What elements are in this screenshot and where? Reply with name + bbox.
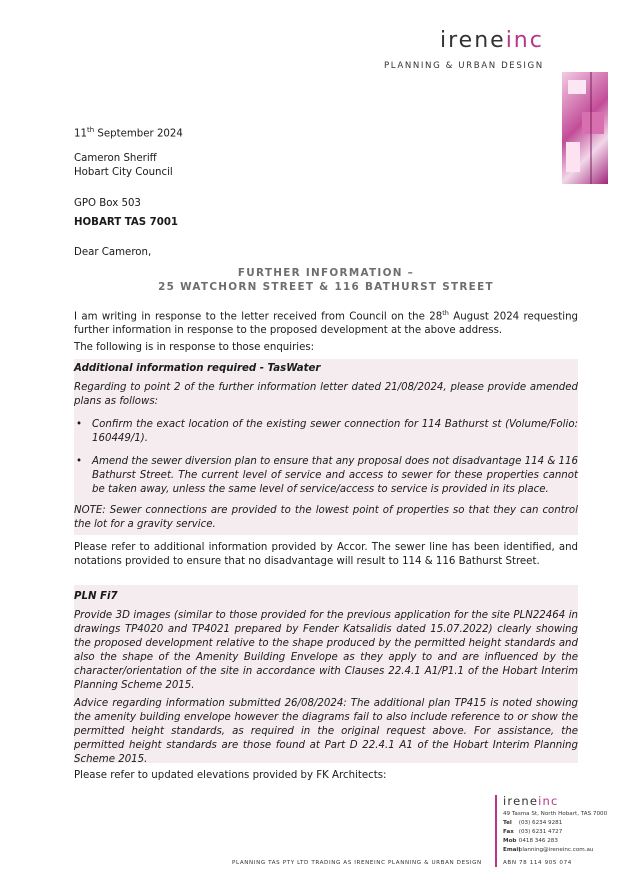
footer-fax: Fax (03) 6231 4727: [503, 829, 563, 835]
company-tagline: PLANNING & URBAN DESIGN: [384, 61, 544, 71]
footer-address: 49 Tasma St, North Hobart, TAS 7000: [503, 811, 608, 817]
taswater-request: Regarding to point 2 of the further information letter dated 21/08/2024, please provide amended plans as follows:: [74, 382, 578, 407]
footer-email[interactable]: Email planning@ireneinc.com.au: [503, 847, 594, 853]
letter-heading: FURTHER INFORMATION – 25 WATCHORN STREET & 116 BATHURST STREET: [158, 267, 494, 293]
salutation: Dear Cameron,: [74, 247, 152, 258]
bullet-item: • Confirm the exact location of the existing sewer connection for 114 Bathurst st (Volume/Folio: 160449/1).: [76, 419, 578, 444]
footer-divider: [495, 795, 497, 867]
company-logo: [440, 28, 544, 53]
intro-paragraph: I am writing in response to the letter received from Council on the 28th August 2024 requesting further information in response to the proposed development at the above address.: [74, 309, 578, 337]
recipient-address: [74, 152, 173, 179]
following-text: The following is in response to those enquiries:: [74, 342, 315, 353]
recipient-po-box: GPO Box 503: [74, 198, 141, 209]
taswater-section-title: Additional information required - TasWater: [74, 363, 321, 374]
pln-section-title: PLN Fi7: [74, 591, 118, 602]
taswater-response: Please refer to additional information provided by Accor. The sewer line has been identified, and notations provided to ensure that no disadvantage will result to 114 & 116 Bathurst Street.: [74, 542, 578, 567]
footer-company-name: PLANNING TAS PTY LTD TRADING AS IRENEINC PLANNING & URBAN DESIGN: [232, 860, 482, 866]
recipient-city: HOBART TAS 7001: [74, 217, 178, 228]
recipient-line: Cameron Sheriff: [74, 153, 157, 164]
footer-tel: Tel (03) 6234 9281: [503, 820, 563, 826]
taswater-note: NOTE: Sewer connections are provided to the lowest point of properties so that they can control the lot for a gravity service.: [74, 505, 578, 530]
letter-date: 11th September 2024: [74, 126, 183, 140]
letterhead-image: [562, 72, 608, 184]
logo-accent: inc: [505, 28, 544, 53]
footer-abn: ABN 78 114 905 074: [503, 860, 572, 866]
bullet-item: • Amend the sewer diversion plan to ensure that any proposal does not disadvantage 114 & 116 Bathurst Street. The current level of service and access to sewer for these properties cannot be taken away, unless the same level of service/access to service is provided in its place.: [76, 456, 578, 495]
footer-logo: ireneinc: [503, 794, 559, 808]
logo-main: irene: [440, 28, 506, 53]
pln-response: Please refer to updated elevations provided by FK Architects:: [74, 770, 387, 781]
pln-advice: Advice regarding information submitted 26/08/2024: The additional plan TP415 is noted showing the amenity building envelope however the diagrams fail to also include reference to or show the permitted height standards, as required in the original request above. For assistance, the permitted height standards are those found at Part D 22.4.1 A1 of the Hobart Interim Planning Scheme 2015.: [74, 698, 578, 765]
pln-request: Provide 3D images (similar to those provided for the previous application for the site PLN22464 in drawings TP4020 and TP4021 prepared by Fender Katsalidis dated 15.07.2022) clearly showing the proposed development relative to the shape produced by the permitted height standards and also the shape of the Amenity Building Envelope as they apply to and are influenced by the character/orientation of the site in accordance with Clauses 22.4.1 A1/P1.1 of the Hobart Interim Planning Scheme 2015.: [74, 610, 578, 691]
footer-mobile: Mob 0418 346 283: [503, 838, 558, 844]
recipient-line: Hobart City Council: [74, 166, 173, 178]
